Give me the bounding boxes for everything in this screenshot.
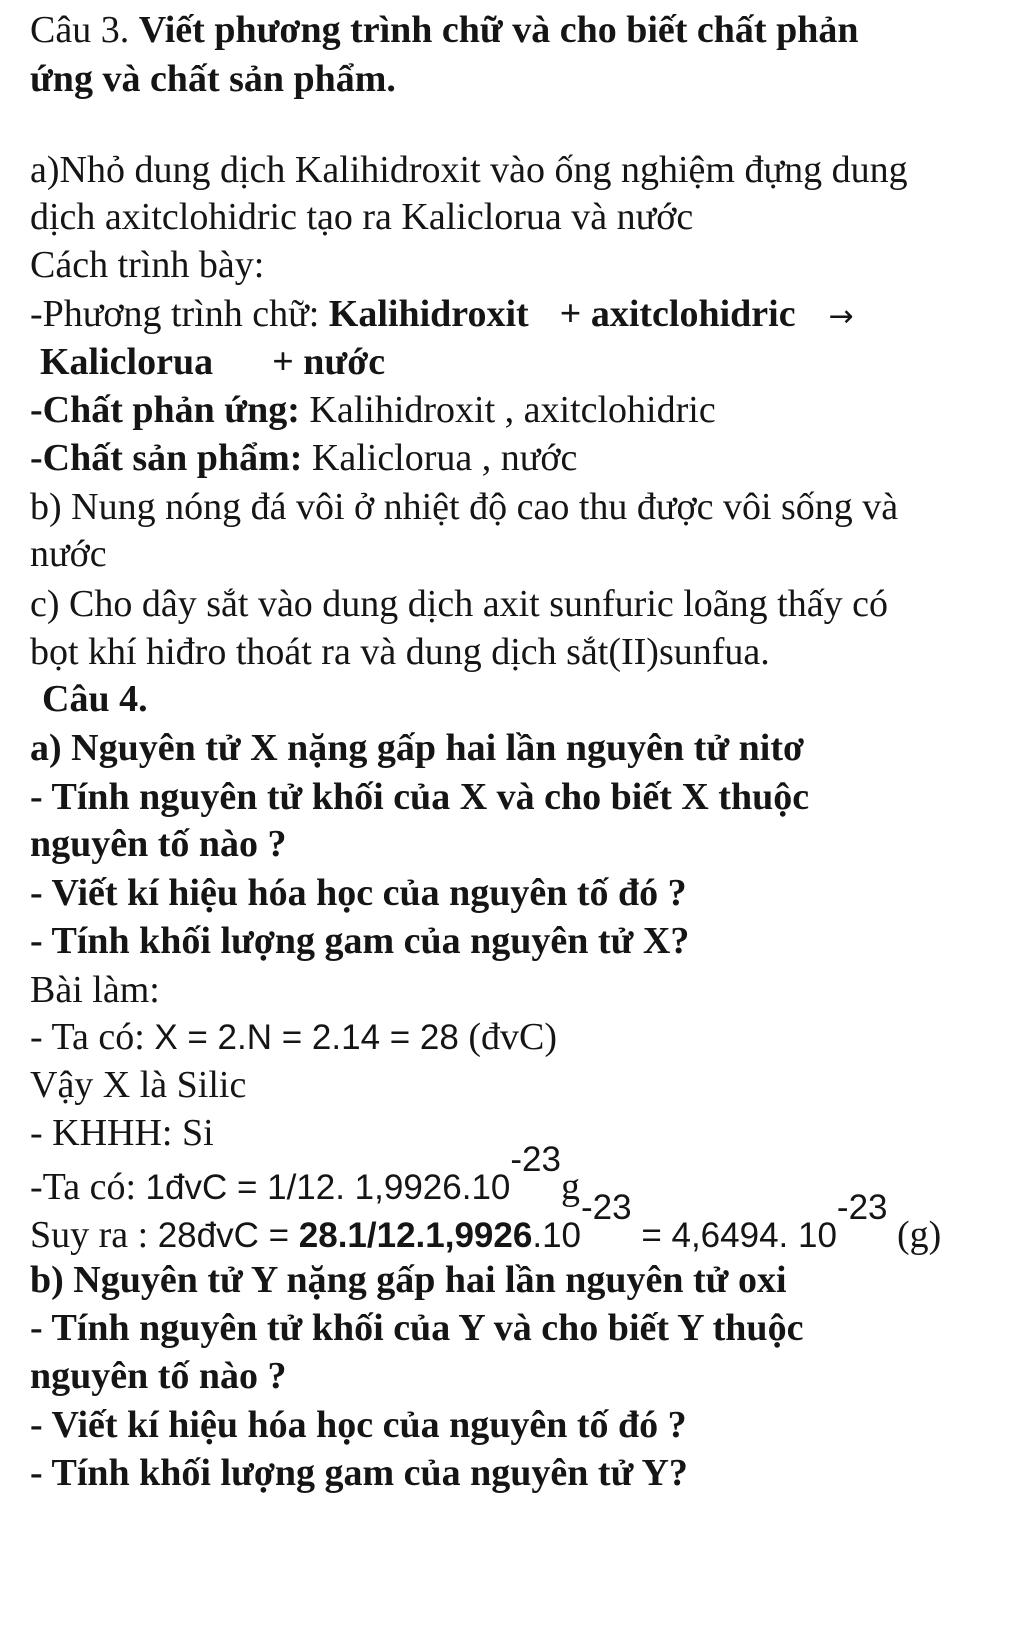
amu-exponent: -23 [510,1140,561,1179]
cau3-a-line1: a)Nhỏ dung dịch Kalihidroxit vào ống nghiệm đựng dung [30,149,908,191]
cau3-c-line1: c) Cho dây sắt vào dung dịch axit sunfuric loãng thấy có [30,583,888,625]
cau4-b-q1-line2: nguyên tố nào ? [30,1355,287,1397]
suy-ra-unit: (g) [887,1214,942,1256]
word-equation-line1 [30,292,854,339]
cau3-heading-cont: ứng và chất sản phẩm. [30,58,396,100]
amu-unit: g [560,1166,580,1208]
cau4-title: Câu 4. [42,678,148,720]
cach-trinh-bay: Cách trình bày: [30,244,265,286]
solution-ta-co [30,1015,557,1060]
suy-ra-power: .10 [532,1216,581,1255]
ta-co-equation: X = 2.N = 2.14 = 28 [154,1018,459,1057]
solution-amu-definition [30,1140,580,1210]
suy-ra-prefix: Suy ra : [30,1214,158,1256]
suy-ra-exponent1: -23 [581,1188,632,1227]
word-equation-reactant2: + axitclohidric [559,293,796,335]
word-equation-reactant1: Kalihidroxit [328,293,529,335]
cau3-c-line2: bọt khí hiđro thoát ra và dung dịch sắt(II)sunfua. [30,631,770,673]
cau3-a-line2: dịch axitclohidric tạo ra Kaliclorua và nước [30,196,694,238]
suy-ra-result: = 4,6494. 10 [631,1216,837,1255]
cau4-b-question: b) Nguyên tử Y nặng gấp hai lần nguyên tử oxi [30,1259,787,1301]
suy-ra-bold-term: 28.1/12.1,9926 [298,1216,533,1255]
cau4-a-q2: - Viết kí hiệu hóa học của nguyên tố đó ? [30,872,687,914]
solution-symbol: - KHHH: Si [30,1112,214,1154]
word-equation-label: -Phương trình chữ: [30,293,329,335]
cau4-a-q3: - Tính khối lượng gam của nguyên tử X? [30,920,690,962]
cau3-heading [30,8,859,52]
reaction-arrow-icon: → [828,299,854,334]
cau3-title: Câu 3. [30,9,130,51]
cau3-heading-text: Viết phương trình chữ và cho biết chất phản [138,9,859,51]
cau4-b-q1-line1: - Tính nguyên tử khối của Y và cho biết Y thuộc [30,1307,804,1349]
cau4-b-q3: - Tính khối lượng gam của nguyên tử Y? [30,1452,688,1494]
cau3-b-line2: nước [30,533,107,575]
cau4-a-question: a) Nguyên tử X nặng gấp hai lần nguyên tử nitơ [30,727,805,769]
reactants-line [30,388,716,432]
cau4-b-q2: - Viết kí hiệu hóa học của nguyên tố đó ? [30,1404,687,1446]
word-equation-product2: + nước [272,341,386,383]
suy-ra-exponent2: -23 [836,1188,888,1227]
suy-ra-lhs: 28đvC = [157,1216,299,1255]
word-equation-product1: Kaliclorua [40,341,214,383]
cau3-b-line1: b) Nung nóng đá vôi ở nhiệt độ cao thu được vôi sống và [30,486,899,528]
ta-co-prefix: - Ta có: [30,1016,155,1058]
ta-co2-prefix: -Ta có: [30,1166,146,1208]
cau4-a-q1-line1: - Tính nguyên tử khối của X và cho biết X thuộc [30,776,810,818]
cau4-a-q1-line2: nguyên tố nào ? [30,823,287,865]
reactants-value: Kalihidroxit , axitclohidric [299,389,716,431]
solution-conclusion: Vậy X là Silic [30,1064,247,1106]
products-line [30,436,577,480]
reactants-label: -Chất phản ứng: [30,389,300,431]
products-value: Kaliclorua , nước [302,437,578,479]
bai-lam-label: Bài làm: [30,969,160,1011]
amu-equation: 1đvC = 1/12. 1,9926.10 [145,1168,511,1207]
ta-co-unit: (đvC) [458,1016,558,1058]
products-label: -Chất sản phẩm: [30,437,303,479]
solution-mass-result [30,1188,942,1258]
word-equation-line2 [40,340,385,384]
